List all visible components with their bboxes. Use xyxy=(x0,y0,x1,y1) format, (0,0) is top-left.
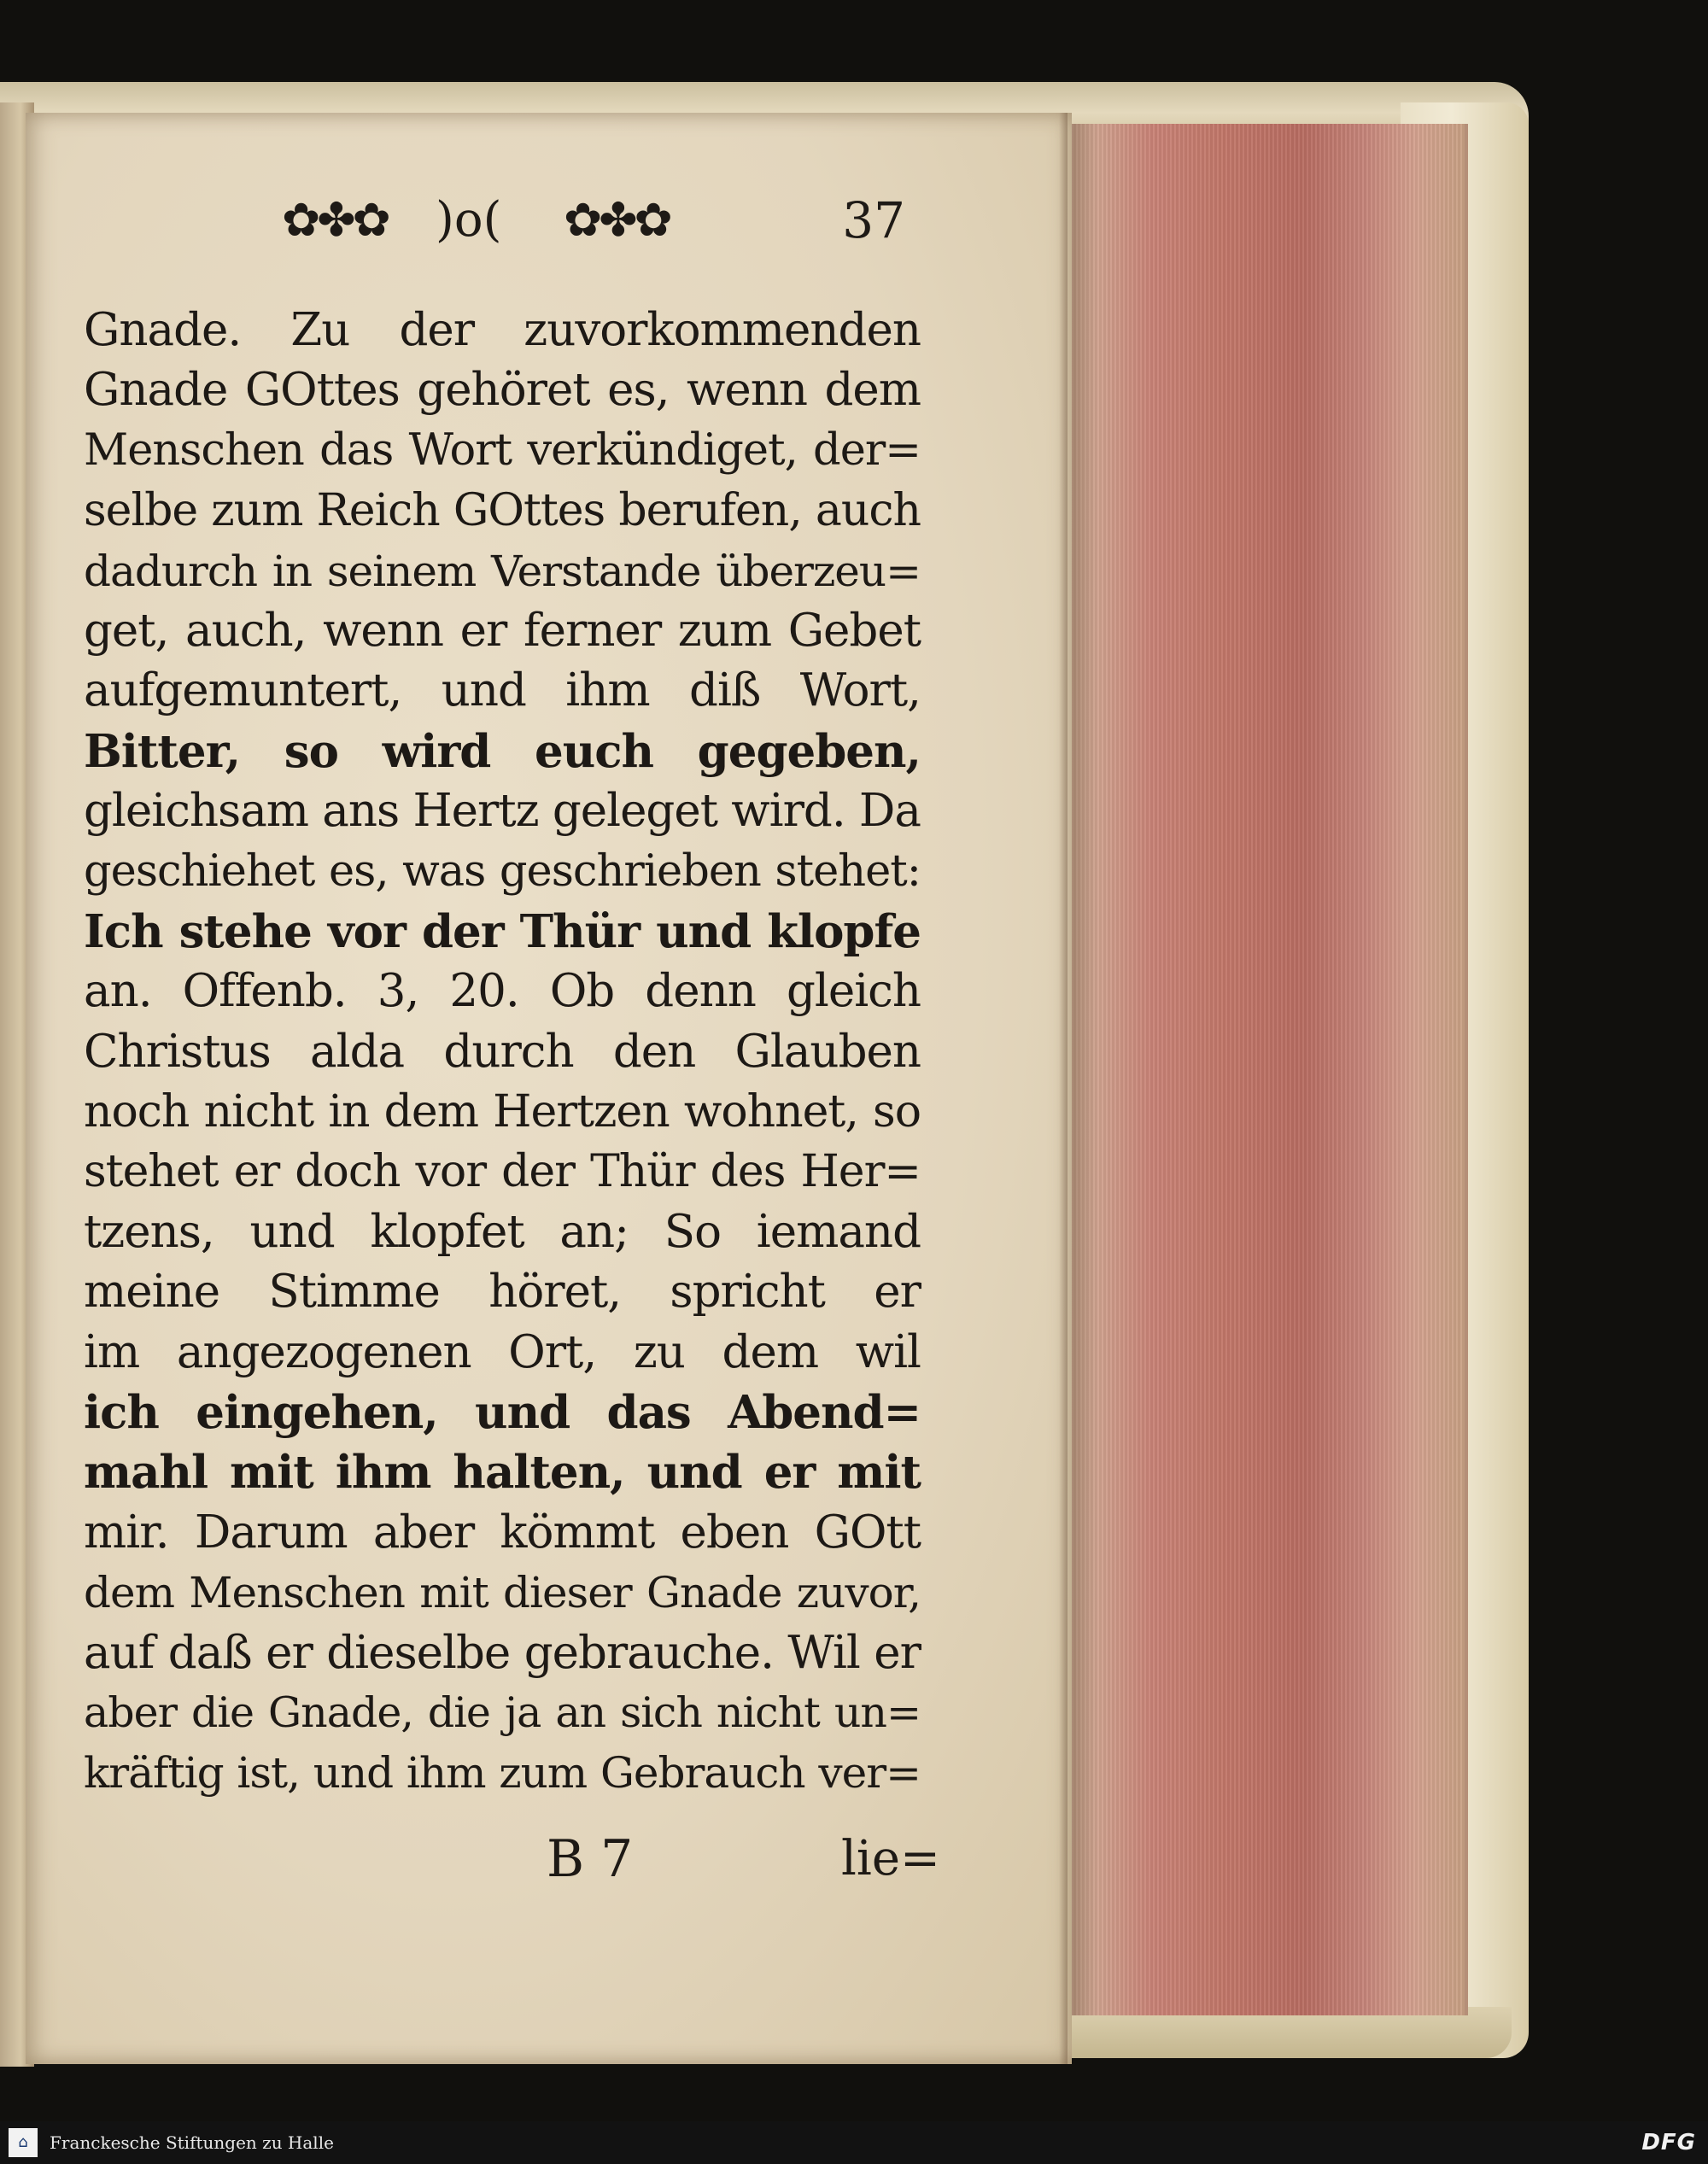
text-line: an. Offenb. 3, 20. Ob denn gleich xyxy=(84,965,921,1018)
text-line: auf daß er dieselbe gebrauche. Wil er xyxy=(84,1626,921,1679)
printer-ornament-right: ✿✤✿ xyxy=(564,193,670,247)
text-line: gleichsam ans Hertz geleget wird. Da xyxy=(84,785,921,838)
printer-ornament-center: )o( xyxy=(436,192,502,248)
text-line: Christus alda durch den Glauben xyxy=(84,1025,921,1078)
text-line: noch nicht in dem Hertzen wohnet, so xyxy=(84,1086,921,1138)
printer-ornament-left: ✿✤✿ xyxy=(282,193,388,247)
text-line: dadurch in seinem Verstande überzeu= xyxy=(84,546,921,596)
text-line: meine Stimme höret, spricht er xyxy=(84,1266,921,1319)
text-line: Gnade. Zu der zuvorkommenden xyxy=(84,304,921,356)
text-line: Menschen das Wort verkündiget, der= xyxy=(84,424,921,476)
text-line: selbe zum Reich GOttes berufen, auch xyxy=(84,485,921,537)
page-fold-crease xyxy=(1059,113,1068,2064)
attribution-bar xyxy=(0,2121,1708,2164)
page-block-edges xyxy=(1063,124,1468,2015)
text-line: dem Menschen mit dieser Gnade zuvor, xyxy=(84,1568,921,1618)
text-line: kräftig ist, und ihm zum Gebrauch ver= xyxy=(84,1748,921,1798)
text-line: Ich stehe vor der Thür und klopfe xyxy=(84,904,921,958)
institution-name: Franckesche Stiftungen zu Halle xyxy=(50,2132,334,2153)
text-line: mir. Darum aber kömmt eben GOtt xyxy=(84,1506,921,1559)
text-line: stehet er doch vor der Thür des Her= xyxy=(84,1146,921,1198)
text-line: Bitter, so wird euch gegeben, xyxy=(84,724,921,778)
dfg-logo: DFG xyxy=(1641,2130,1696,2155)
text-line: get, auch, wenn er ferner zum Gebet xyxy=(84,604,921,657)
body-text xyxy=(84,301,921,1804)
text-line: tzens, und klopfet an; So iemand xyxy=(84,1205,921,1258)
catchword: lie= xyxy=(841,1831,940,1886)
signature-mark: B 7 xyxy=(547,1829,634,1889)
institution-logo-icon: ⌂ xyxy=(9,2128,38,2157)
text-line: mahl mit ihm halten, und er mit xyxy=(84,1446,921,1500)
text-line: ich eingehen, und das Abend= xyxy=(84,1386,921,1440)
text-line: aber die Gnade, die ja an sich nicht un= xyxy=(84,1687,921,1737)
text-line: im angezogenen Ort, zu dem wil xyxy=(84,1325,921,1378)
running-head xyxy=(273,188,905,256)
text-line: Gnade GOttes gehöret es, wenn dem xyxy=(84,364,921,417)
text-line: geschiehet es, was geschrieben stehet: xyxy=(84,845,921,897)
text-line: aufgemuntert, und ihm diß Wort, xyxy=(84,664,921,717)
page-number: 37 xyxy=(842,191,905,249)
